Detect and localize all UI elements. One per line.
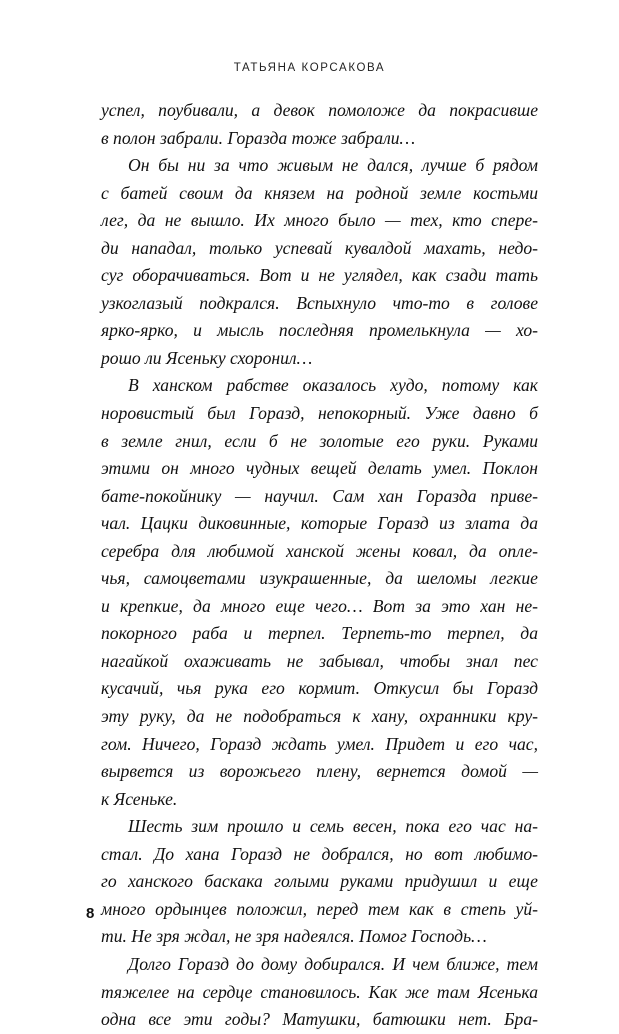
text-line: к Ясеньке. [101,788,178,809]
text-line: узкоглазый подкрался. Вспыхнуло что-то в голове [101,292,538,313]
text-line: этими он много чудных вещей делать умел. Поклон [101,458,538,479]
text-line: нагайкой охаживать не забывал, чтобы знал пес [101,650,538,671]
text-line: го ханского баскака голыми руками придушил и еще [101,871,538,892]
text-line: в полон забрали. Горазда тоже забрали… [101,127,416,148]
text-line: гом. Ничего, Горазд ждать умел. Придет и его час, [101,733,538,754]
text-line: одна все эти годы? Матушки, батюшки нет. Бра- [101,1009,538,1030]
text-line: бате-покойнику — научил. Сам хан Горазда приве- [101,485,538,506]
text-line: кусачий, чья рука его кормит. Откусил бы Горазд [101,678,538,699]
text-line: чал. Цацки диковинные, которые Горазд из злата да [101,513,538,534]
text-line: покорного раба и терпел. Терпеть-то терпел, да [101,623,538,644]
text-line: серебра для любимой ханской жены ковал, да опле- [101,540,538,561]
text-line: суг оборачиваться. Вот и не углядел, как сзади тать [101,265,538,286]
text-line: эту руку, да не подобраться к хану, охранники кру- [101,706,538,727]
page-number: 8 [86,905,95,922]
text-line: много ордынцев положил, перед тем как в степь уй- [101,898,538,919]
text-line: ярко-ярко, и мысль последняя промелькнула — хо- [101,320,538,341]
text-line: вырвется из ворожьего плену, вернется домой — [101,761,538,782]
text-line: в земле гнил, если б не золотые его руки. Руками [101,430,538,451]
text-line: тяжелее на сердце становилось. Как же там Ясенька [101,981,538,1002]
text-line: лег, да не вышло. Их много было — тех, кто спере- [101,210,538,231]
body-text [101,97,538,1034]
text-line: с батей своим да князем на родной земле костьми [101,182,538,203]
text-line: ти. Не зря ждал, не зря надеялся. Помог Господь… [101,926,487,947]
text-line: и крепкие, да много еще чего… Вот за это хан не- [101,595,538,616]
running-head: ТАТЬЯНА КОРСАКОВА [233,62,386,74]
text-line: Он бы ни за что живым не дался, лучше б рядом [128,155,538,176]
text-line: норовистый был Горазд, непокорный. Уже давно б [101,403,538,424]
text-line: Долго Горазд до дому добирался. И чем ближе, тем [128,953,538,974]
text-line: успел, поубивали, а девок помоложе да покрасивше [101,100,538,120]
text-line: В ханском рабстве оказалось худо, потому как [128,375,538,396]
text-line: ди нападал, только успевай кувалдой махать, недо- [101,237,538,258]
text-line: стал. До хана Горазд не добрался, но вот любимо- [101,843,538,864]
text-line: чья, самоцветами изукрашенные, да шеломы легкие [101,568,538,589]
text-line: рошо ли Ясеньку схоронил… [101,347,313,368]
text-line: Шесть зим прошло и семь весен, пока его час на- [128,816,538,837]
